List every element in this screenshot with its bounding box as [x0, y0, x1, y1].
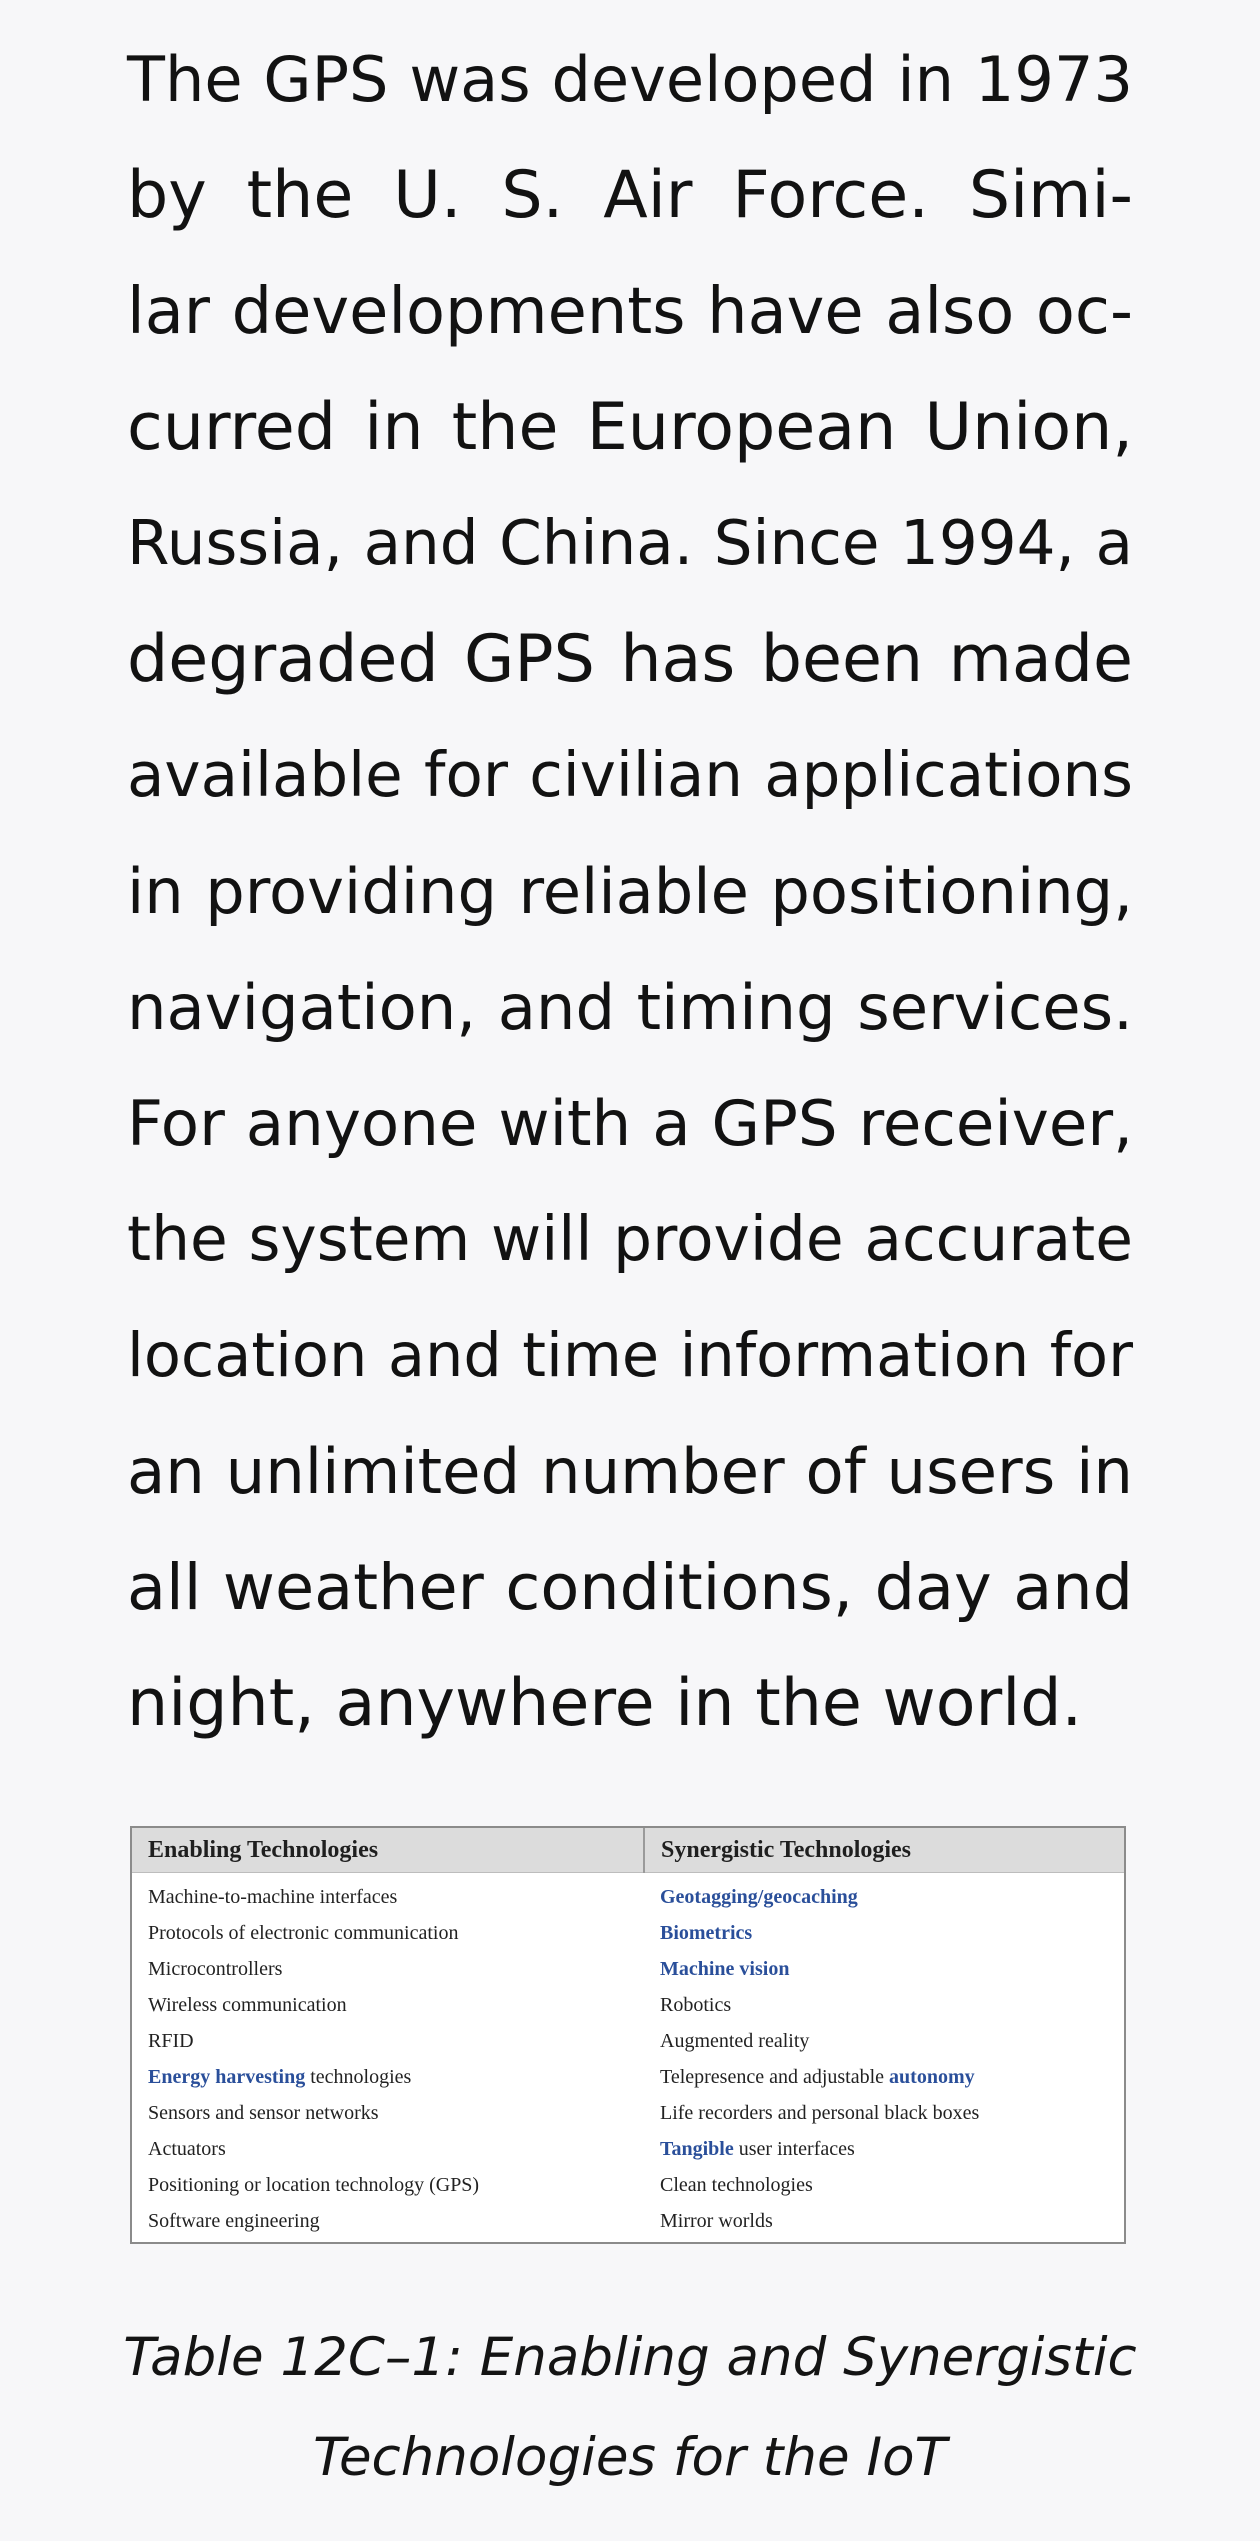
- body-line: available for civilian applications: [127, 740, 1133, 811]
- body-line: night, anywhere in the world.: [127, 1666, 1083, 1741]
- body-line: curred in the European Union,: [127, 390, 1133, 465]
- body-line: degraded GPS has been made: [127, 622, 1133, 697]
- synergistic-technology-cell: [644, 2095, 1124, 2131]
- enabling-technology-cell: [132, 2095, 644, 2131]
- caption-line-2: Technologies for the IoT: [313, 2427, 947, 2488]
- header-enabling-technologies: Enabling Technologies: [132, 1828, 644, 1873]
- cell-text: Telepresence and adjustable: [660, 2065, 890, 2088]
- cell-text: Machine-to-machine interfaces: [148, 1885, 398, 1908]
- enabling-technology-cell: [132, 1951, 644, 1987]
- table-header-row: [132, 1828, 1124, 1873]
- synergistic-technology-cell: [644, 1951, 1124, 1987]
- body-line: all weather conditions, day and: [127, 1551, 1133, 1625]
- table-row: [132, 1987, 1124, 2023]
- synergistic-technology-cell: [644, 2167, 1124, 2203]
- cell-text: Clean technologies: [660, 2173, 813, 2196]
- table-caption: [0, 2308, 1260, 2508]
- technologies-table-image: [130, 1826, 1126, 2244]
- table-row: [132, 1951, 1124, 1987]
- enabling-technology-cell: [132, 2167, 644, 2203]
- term-link[interactable]: Biometrics: [660, 1921, 753, 1944]
- cell-text: Wireless communication: [148, 1993, 347, 2016]
- synergistic-technology-cell: [644, 2059, 1124, 2095]
- body-line: an unlimited number of users in: [127, 1435, 1133, 1508]
- cell-text: Augmented reality: [660, 2029, 810, 2052]
- cell-text: user interfaces: [733, 2137, 855, 2160]
- body-line: The GPS was developed in 1973: [127, 43, 1133, 116]
- body-line: For anyone with a GPS receiver,: [127, 1087, 1133, 1160]
- term-link[interactable]: Geotagging/geocaching: [660, 1885, 858, 1908]
- enabling-technology-cell: [132, 1987, 644, 2023]
- body-line: Russia, and China. Since 1994, a: [127, 508, 1133, 579]
- body-paragraph: [127, 22, 1133, 1762]
- cell-text: Software engineering: [148, 2209, 320, 2232]
- table-row: [132, 1915, 1124, 1951]
- body-line: location and time information for: [127, 1321, 1133, 1391]
- body-line: by the U. S. Air Force. Simi-: [127, 158, 1133, 233]
- term-link[interactable]: Energy harvesting: [148, 2065, 306, 2088]
- table-row: [132, 1873, 1124, 1916]
- cell-text: Sensors and sensor networks: [148, 2101, 379, 2124]
- table-row: [132, 2095, 1124, 2131]
- cell-text: RFID: [148, 2029, 194, 2052]
- enabling-technology-cell: [132, 1915, 644, 1951]
- term-link[interactable]: Machine vision: [660, 1957, 790, 1980]
- table-body: [132, 1873, 1124, 2240]
- enabling-technology-cell: [132, 2023, 644, 2059]
- cell-text: Microcontrollers: [148, 1957, 283, 1980]
- body-line: navigation, and timing services.: [127, 971, 1133, 1044]
- body-line: lar developments have also oc-: [127, 275, 1133, 349]
- cell-text: Protocols of electronic communication: [148, 1921, 459, 1944]
- table-row: [132, 2023, 1124, 2059]
- table-row: [132, 2059, 1124, 2095]
- synergistic-technology-cell: [644, 2203, 1124, 2239]
- cell-text: Positioning or location technology (GPS): [148, 2173, 480, 2196]
- cell-text: Actuators: [148, 2137, 226, 2160]
- caption-line-1: Table 12C–1: Enabling and Synergistic: [123, 2327, 1137, 2388]
- table-row: [132, 2131, 1124, 2167]
- enabling-technology-cell: [132, 2131, 644, 2167]
- synergistic-technology-cell: [644, 1987, 1124, 2023]
- enabling-technology-cell: [132, 2059, 644, 2095]
- synergistic-technology-cell: [644, 1915, 1124, 1951]
- synergistic-technology-cell: [644, 2023, 1124, 2059]
- cell-text: Life recorders and personal black boxes: [660, 2101, 980, 2124]
- enabling-technology-cell: [132, 1873, 644, 1916]
- cell-text: technologies: [305, 2065, 412, 2088]
- table-row: [132, 2203, 1124, 2239]
- synergistic-technology-cell: [644, 2131, 1124, 2167]
- technologies-table: [132, 1828, 1124, 2239]
- table-row: [132, 2167, 1124, 2203]
- term-link[interactable]: Tangible: [660, 2137, 734, 2160]
- body-line: the system will provide accurate: [127, 1204, 1133, 1275]
- cell-text: Mirror worlds: [660, 2209, 773, 2232]
- term-link[interactable]: autonomy: [889, 2065, 975, 2088]
- header-synergistic-technologies: Synergistic Technologies: [644, 1828, 1124, 1873]
- body-line: in providing reliable positioning,: [127, 855, 1133, 928]
- enabling-technology-cell: [132, 2203, 644, 2239]
- synergistic-technology-cell: [644, 1873, 1124, 1916]
- cell-text: Robotics: [660, 1993, 732, 2016]
